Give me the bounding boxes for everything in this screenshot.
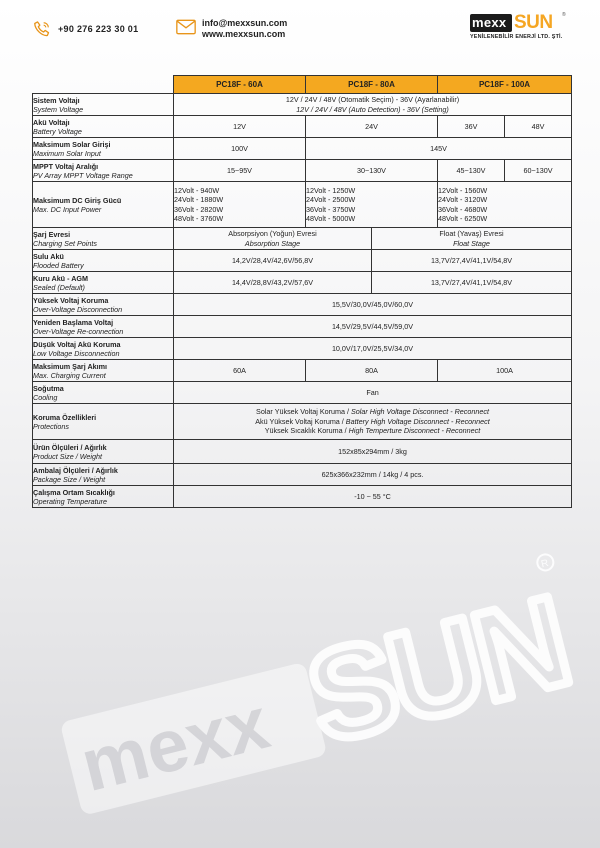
website-link[interactable]: www.mexxsun.com: [202, 29, 286, 39]
phone-number[interactable]: +90 276 223 30 01: [58, 24, 139, 34]
row-label: Koruma Özellikleri Protections: [33, 404, 174, 440]
row-label: Çalışma Ortam Sıcaklığı Operating Temperature: [33, 486, 174, 508]
row-label: Maksimum Solar Girişi Maximum Solar Input: [33, 138, 174, 160]
row-label: Düşük Voltaj Akü Koruma Low Voltage Disconnection: [33, 338, 174, 360]
product-size-value: 152x85x294mm / 3kg: [174, 440, 572, 464]
row-label: Sulu Akü Flooded Battery: [33, 250, 174, 272]
row-label: Ürün Ölçüleri / Ağırlık Product Size / Weight: [33, 440, 174, 464]
contact-links: [202, 18, 287, 40]
logo-mexx: mexx: [472, 15, 507, 30]
row-label: Şarj Evresi Charging Set Points: [33, 228, 174, 250]
battery-voltage-12v: 12V: [174, 116, 306, 138]
svg-text:R: R: [540, 557, 550, 571]
row-label: Yeniden Başlama Voltaj Over-Voltage Re-connection: [33, 316, 174, 338]
row-charging-stage: [33, 228, 572, 250]
column-header-100a: PC18F - 100A: [438, 76, 572, 94]
row-lv-disconnect: [33, 338, 572, 360]
email-link[interactable]: info@mexxsun.com: [202, 18, 288, 28]
operating-temp-value: -10 ~ 55 °C: [174, 486, 572, 508]
row-label: Maksimum Şarj Akımı Max. Charging Current: [33, 360, 174, 382]
logo-sun: SUN: [514, 12, 553, 33]
battery-voltage-24v: 24V: [306, 116, 438, 138]
flooded-float: 13,7V/27,4V/41,1V/54,8V: [372, 250, 572, 272]
ov-disconnect-value: 15,5V/30,0V/45,0V/60,0V: [174, 294, 572, 316]
system-voltage-value: 12V / 24V / 48V (Otomatik Seçim) - 36V (Ayarlanabilir) 12V / 24V / 48V (Auto Detection) - 36V (Setting): [174, 94, 572, 116]
svg-text:SUN: SUN: [294, 569, 580, 771]
row-battery-voltage: [33, 116, 572, 138]
battery-voltage-48v: 48V: [505, 116, 572, 138]
package-size-value: 625x366x232mm / 14kg / 4 pcs.: [174, 464, 572, 486]
max-dc-power-60a: 12Volt - 940W 24Volt - 1880W 36Volt - 2820W 48Volt - 3760W: [174, 182, 306, 228]
svg-text:mexx: mexx: [73, 680, 277, 808]
logo-tagline: YENİLENEBİLİR ENERJİ LTD. ŞTİ.: [470, 34, 563, 40]
row-package-size: [33, 464, 572, 486]
logo-mexx-box: [470, 14, 512, 32]
row-sealed-battery: [33, 272, 572, 294]
max-dc-power-80a: 12Volt - 1250W 24Volt - 2500W 36Volt - 3750W 48Volt - 5000W: [306, 182, 438, 228]
max-solar-input-80a-100a: 145V: [306, 138, 572, 160]
mppt-range-24v: 30~130V: [306, 160, 438, 182]
row-label: Kuru Akü - AGM Sealed (Default): [33, 272, 174, 294]
mail-icon: [176, 19, 196, 35]
row-label: MPPT Voltaj Aralığı PV Array MPPT Voltage Range: [33, 160, 174, 182]
mppt-range-36v: 45~130V: [438, 160, 505, 182]
column-header-60a: PC18F - 60A: [174, 76, 306, 94]
max-dc-power-100a: 12Volt - 1560W 24Volt - 3120W 36Volt - 4680W 48Volt - 6250W: [438, 182, 572, 228]
row-label: Ambalaj Ölçüleri / Ağırlık Package Size / Weight: [33, 464, 174, 486]
sealed-float: 13,7V/27,4V/41,1V/54,8V: [372, 272, 572, 294]
absorption-stage: Absorpsiyon (Yoğun) Evresi Absorption Stage: [174, 228, 372, 250]
row-flooded-battery: [33, 250, 572, 272]
row-max-dc-power: [33, 182, 572, 228]
row-product-size: [33, 440, 572, 464]
flooded-absorption: 14,2V/28,4V/42,6V/56,8V: [174, 250, 372, 272]
mexxsun-watermark: [40, 557, 580, 808]
row-label: Yüksek Voltaj Koruma Over-Voltage Disconnection: [33, 294, 174, 316]
phone-icon: [32, 19, 52, 39]
company-logo: [470, 14, 570, 48]
row-max-charging-current: [33, 360, 572, 382]
row-operating-temp: [33, 486, 572, 508]
lv-disconnect-value: 10,0V/17,0V/25,5V/34,0V: [174, 338, 572, 360]
row-system-voltage: [33, 94, 572, 116]
column-header-80a: PC18F - 80A: [306, 76, 438, 94]
charging-current-60a: 60A: [174, 360, 306, 382]
sealed-absorption: 14,4V/28,8V/43,2V/57,6V: [174, 272, 372, 294]
row-protections: [33, 404, 572, 440]
battery-voltage-36v: 36V: [438, 116, 505, 138]
row-max-solar-input: [33, 138, 572, 160]
header-blank-cell: [33, 76, 174, 94]
row-label: Sistem Voltajı System Voltage: [33, 94, 174, 116]
page-header: [0, 0, 600, 62]
row-ov-reconnect: [33, 316, 572, 338]
mppt-range-48v: 60~130V: [505, 160, 572, 182]
protections-value: Solar Yüksek Voltaj Koruma / Solar High Voltage Disconnect - Reconnect Akü Yüksek Voltaj Koruma / Battery High Voltage Disconnect - Reconnect Yüksek Sıcaklık Koruma / High Temperture Disconnect - Reconnect: [174, 404, 572, 440]
row-label: Soğutma Cooling: [33, 382, 174, 404]
ov-reconnect-value: 14,5V/29,5V/44,5V/59,0V: [174, 316, 572, 338]
mppt-range-12v: 15~95V: [174, 160, 306, 182]
row-label: Akü Voltajı Battery Voltage: [33, 116, 174, 138]
spec-table: [32, 75, 572, 508]
max-solar-input-60a: 100V: [174, 138, 306, 160]
charging-current-100a: 100A: [438, 360, 572, 382]
row-mppt-range: [33, 160, 572, 182]
row-ov-disconnect: [33, 294, 572, 316]
logo-registered-mark: ®: [562, 12, 566, 18]
cooling-value: Fan: [174, 382, 572, 404]
charging-current-80a: 80A: [306, 360, 438, 382]
float-stage: Float (Yavaş) Evresi Float Stage: [372, 228, 572, 250]
header-row: [33, 76, 572, 94]
row-cooling: [33, 382, 572, 404]
row-label: Maksimum DC Giriş Gücü Max. DC Input Power: [33, 182, 174, 228]
